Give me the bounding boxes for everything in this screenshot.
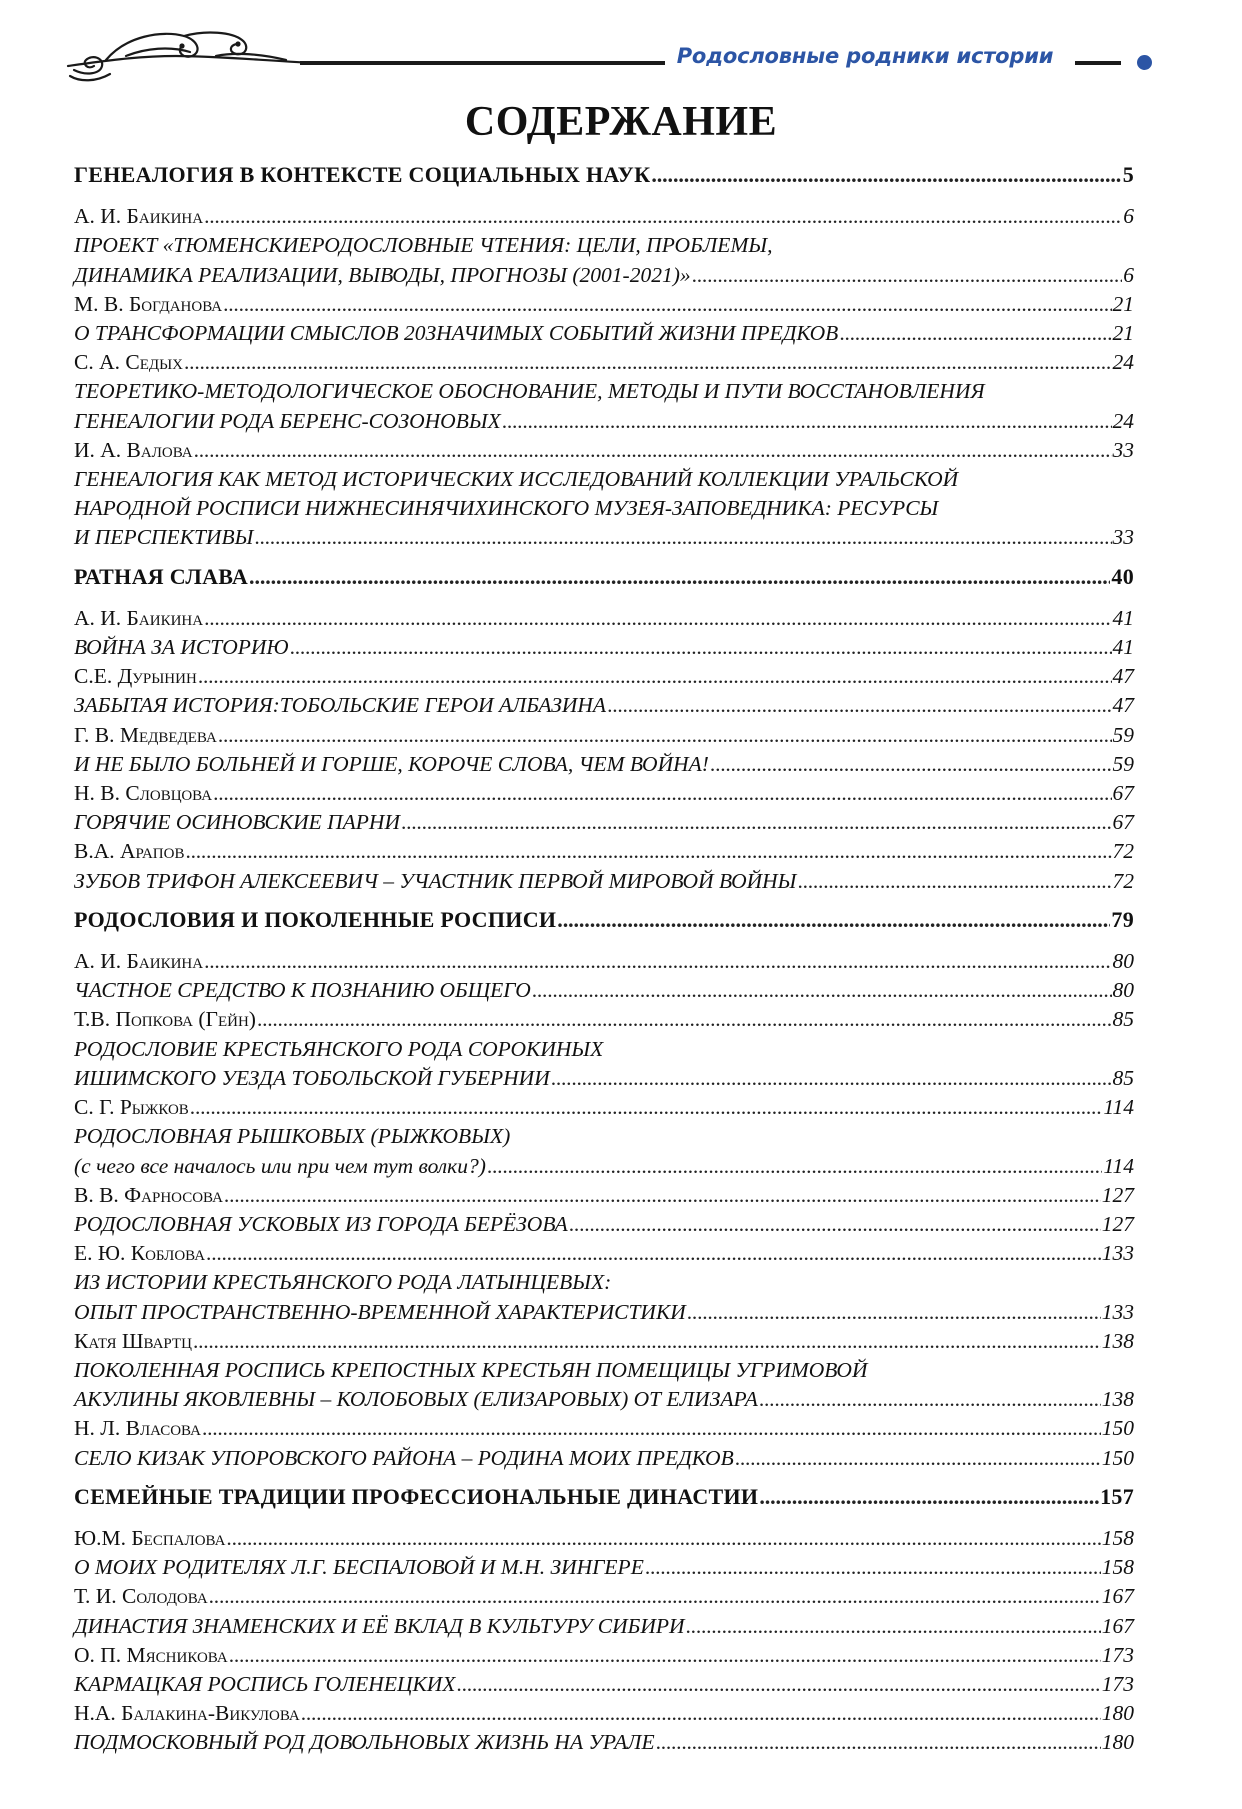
page-number: 80 <box>1112 978 1134 1003</box>
running-title: Родословные родники истории <box>676 44 1054 68</box>
toc-title-row <box>74 1612 1134 1641</box>
article-title: ИШИМСКОГО УЕЗДА ТОБОЛЬСКОЙ ГУБЕРНИИ <box>74 1065 550 1090</box>
article-title: ПОДМОСКОВНЫЙ РОД ДОВОЛЬНОВЫХ ЖИЗНЬ НА УРАЛЕ <box>74 1730 655 1755</box>
toc-author-row <box>74 721 1134 750</box>
page-number: 173 <box>1101 1671 1134 1696</box>
toc-entry-line: ПРОЕКТ «ТЮМЕНСКИЕРОДОСЛОВНЫЕ ЧТЕНИЯ: ЦЕЛИ, ПРОБЛЕМЫ, <box>74 233 773 258</box>
toc-title-row <box>74 1385 1134 1414</box>
author-name: В. В. Фарносова <box>74 1182 223 1207</box>
toc-author-row <box>74 1327 1134 1356</box>
section-heading <box>74 160 1134 189</box>
page-number: 41 <box>1112 635 1134 660</box>
dot-leader <box>194 436 1112 465</box>
dot-leader <box>184 348 1111 377</box>
toc-author-row <box>74 1181 1134 1210</box>
toc-author-row <box>74 1641 1134 1670</box>
article-title: И НЕ БЫЛО БОЛЬНЕЙ И ГОРШЕ, КОРОЧЕ СЛОВА, ЧЕМ ВОЙНА! <box>74 751 709 776</box>
toc-author-row <box>74 202 1134 231</box>
toc-title-row <box>74 1728 1134 1757</box>
toc-author-row <box>74 947 1134 976</box>
dot-leader <box>532 976 1112 1005</box>
dot-leader <box>502 407 1112 436</box>
toc-title-row <box>74 523 1134 552</box>
toc-title-row <box>74 808 1134 837</box>
dot-leader <box>193 1327 1101 1356</box>
page-title: СОДЕРЖАНИЕ <box>464 99 778 145</box>
toc-section <box>74 1482 1134 1758</box>
page-number: 21 <box>1112 321 1134 346</box>
toc-author-row <box>74 1524 1134 1553</box>
author-name: А. И. Баикина <box>74 605 204 630</box>
toc-author-row <box>74 1699 1134 1728</box>
toc-title-row <box>74 691 1134 720</box>
toc-entry-line: РОДОСЛОВИЕ КРЕСТЬЯНСКОГО РОДА СОРОКИНЫХ <box>74 1036 604 1061</box>
page-number: 167 <box>1101 1613 1134 1638</box>
article-title: РОДОСЛОВНАЯ УСКОВЫХ ИЗ ГОРОДА БЕРЁЗОВА <box>74 1211 568 1236</box>
dot-leader <box>204 604 1111 633</box>
toc-entry-line: ГЕНЕАЛОГИЯ КАК МЕТОД ИСТОРИЧЕСКИХ ИССЛЕДОВАНИЙ КОЛЛЕКЦИИ УРАЛЬСКОЙ <box>74 467 959 492</box>
dot-leader <box>301 1699 1101 1728</box>
dot-leader <box>401 808 1112 837</box>
dot-leader <box>692 261 1123 290</box>
toc-title-row <box>74 407 1134 436</box>
dot-leader <box>797 867 1111 896</box>
toc-section <box>74 905 1134 1473</box>
dot-leader <box>249 562 1110 591</box>
dot-leader <box>735 1444 1101 1473</box>
page-number: 114 <box>1103 1153 1134 1178</box>
dot-leader <box>226 1524 1100 1553</box>
page-number: 41 <box>1112 605 1134 630</box>
dot-leader <box>710 750 1112 779</box>
page-number: 138 <box>1101 1387 1134 1412</box>
article-title: ДИНАСТИЯ ЗНАМЕНСКИХ И ЕЁ ВКЛАД В КУЛЬТУРУ СИБИРИ <box>74 1613 685 1638</box>
page-number: 33 <box>1112 437 1134 462</box>
article-title: ЗАБЫТАЯ ИСТОРИЯ:ТОБОЛЬСКИЕ ГЕРОИ АЛБАЗИНА <box>74 693 607 718</box>
article-title: ЧАСТНОЕ СРЕДСТВО К ПОЗНАНИЮ ОБЩЕГО <box>74 978 531 1003</box>
dot-leader <box>839 319 1111 348</box>
page-number: 85 <box>1112 1065 1134 1090</box>
toc-section <box>74 160 1134 553</box>
page-number: 67 <box>1112 781 1134 806</box>
dot-leader <box>190 1093 1103 1122</box>
dot-leader <box>204 202 1122 231</box>
dot-leader <box>202 1414 1101 1443</box>
page-number: 40 <box>1111 563 1134 589</box>
page-number: 114 <box>1103 1095 1134 1120</box>
toc-title-row <box>74 1444 1134 1473</box>
page-number: 72 <box>1112 868 1134 893</box>
dot-leader <box>487 1152 1102 1181</box>
page-number: 21 <box>1112 291 1134 316</box>
section-heading <box>74 562 1134 591</box>
author-name: И. А. Валова <box>74 437 193 462</box>
toc-title-row <box>74 1210 1134 1239</box>
dot-leader <box>759 1385 1101 1414</box>
toc-author-row <box>74 1093 1134 1122</box>
toc-entry-line: ТЕОРЕТИКО-МЕТОДОЛОГИЧЕСКОЕ ОБОСНОВАНИЕ, МЕТОДЫ И ПУТИ ВОССТАНОВЛЕНИЯ <box>74 379 985 404</box>
page-number: 157 <box>1100 1483 1134 1509</box>
section-heading-label: РАТНАЯ СЛАВА <box>74 563 249 589</box>
dot-leader <box>213 779 1111 808</box>
dot-leader <box>218 721 1112 750</box>
page-number: 6 <box>1123 204 1134 229</box>
page-number: 180 <box>1101 1701 1134 1726</box>
article-title: ВОЙНА ЗА ИСТОРИЮ <box>74 635 289 660</box>
article-title: (с чего все началось или при чем тут волки?) <box>74 1153 486 1178</box>
dot-leader <box>206 1239 1101 1268</box>
article-title: О МОИХ РОДИТЕЛЯХ Л.Г. БЕСПАЛОВОЙ И М.Н. ЗИНГЕРЕ <box>74 1555 644 1580</box>
author-name: Е. Ю. Коблова <box>74 1241 206 1266</box>
dot-leader <box>651 160 1121 189</box>
section-heading-label: РОДОСЛОВИЯ И ПОКОЛЕННЫЕ РОСПИСИ <box>74 906 557 932</box>
article-title: О ТРАНСФОРМАЦИИ СМЫСЛОВ 20ЗНАЧИМЫХ СОБЫТИЙ ЖИЗНИ ПРЕДКОВ <box>74 321 839 346</box>
toc-author-row <box>74 1414 1134 1443</box>
section-heading-label: ГЕНЕАЛОГИЯ В КОНТЕКСТЕ СОЦИАЛЬНЫХ НАУК <box>74 162 651 187</box>
article-title: ДИНАМИКА РЕАЛИЗАЦИИ, ВЫВОДЫ, ПРОГНОЗЫ (2001-2021)» <box>74 262 691 287</box>
dot-leader <box>687 1298 1101 1327</box>
article-title: ГЕНЕАЛОГИИ РОДА БЕРЕНС-СОЗОНОВЫХ <box>74 408 501 433</box>
page-number: 59 <box>1112 751 1134 776</box>
author-name: Г. В. Медведева <box>74 722 217 747</box>
toc-author-row <box>74 662 1134 691</box>
toc-title-row <box>74 1298 1134 1327</box>
article-title: СЕЛО КИЗАК УПОРОВСКОГО РАЙОНА – РОДИНА МОИХ ПРЕДКОВ <box>74 1445 734 1470</box>
page-number: 138 <box>1101 1328 1134 1353</box>
page-number: 150 <box>1101 1416 1134 1441</box>
dot-leader <box>229 1641 1101 1670</box>
toc-title-row <box>74 319 1134 348</box>
toc-author-row <box>74 837 1134 866</box>
page-number: 127 <box>1101 1182 1134 1207</box>
toc-author-row <box>74 1582 1134 1611</box>
author-name: Катя Швартц <box>74 1328 192 1353</box>
page-number: 24 <box>1112 350 1134 375</box>
toc-entry-line: ПОКОЛЕННАЯ РОСПИСЬ КРЕПОСТНЫХ КРЕСТЬЯН ПОМЕЩИЦЫ УГРИМОВОЙ <box>74 1357 868 1382</box>
toc-title-row <box>74 976 1134 1005</box>
dot-leader <box>607 691 1111 720</box>
dot-leader <box>569 1210 1101 1239</box>
page-number: 67 <box>1112 810 1134 835</box>
page-number: 72 <box>1112 839 1134 864</box>
author-name: М. В. Богданова <box>74 291 223 316</box>
dot-leader <box>686 1612 1101 1641</box>
dot-leader <box>759 1482 1099 1511</box>
article-title: ЗУБОВ ТРИФОН АЛЕКСЕЕВИЧ – УЧАСТНИК ПЕРВОЙ МИРОВОЙ ВОЙНЫ <box>74 868 797 893</box>
article-title: АКУЛИНЫ ЯКОВЛЕВНЫ – КОЛОБОВЫХ (ЕЛИЗАРОВЫХ) ОТ ЕЛИЗАРА <box>74 1387 758 1412</box>
toc-entry-line: ИЗ ИСТОРИИ КРЕСТЬЯНСКОГО РОДА ЛАТЫНЦЕВЫХ: <box>74 1270 612 1295</box>
page-number: 5 <box>1122 162 1134 187</box>
page-number: 173 <box>1101 1642 1134 1667</box>
table-of-contents <box>74 160 1134 1767</box>
header-rule <box>300 61 665 65</box>
dot-leader <box>204 947 1111 976</box>
dot-leader <box>254 523 1111 552</box>
toc-title-row <box>74 1152 1134 1181</box>
author-name: А. И. Баикина <box>74 949 204 974</box>
dot-leader <box>198 662 1112 691</box>
article-title: КАРМАЦКАЯ РОСПИСЬ ГОЛЕНЕЦКИХ <box>74 1671 456 1696</box>
dot-leader <box>557 905 1110 934</box>
scroll-flourish-icon <box>66 26 316 84</box>
toc-title-row <box>74 1670 1134 1699</box>
author-name: Н. В. Словцова <box>74 781 213 806</box>
author-name: О. П. Мясникова <box>74 1642 228 1667</box>
page-number: 79 <box>1111 906 1134 932</box>
toc-author-row <box>74 779 1134 808</box>
author-name: С.Е. Дурынин <box>74 664 197 689</box>
page-number: 85 <box>1112 1007 1134 1032</box>
page-number: 59 <box>1112 722 1134 747</box>
toc-entry-line: РОДОСЛОВНАЯ РЫШКОВЫХ (РЫЖКОВЫХ) <box>74 1124 511 1149</box>
dot-leader <box>456 1670 1100 1699</box>
page-number: 167 <box>1101 1584 1134 1609</box>
dot-leader <box>224 1181 1101 1210</box>
page-number: 6 <box>1123 262 1134 287</box>
toc-author-row <box>74 1239 1134 1268</box>
dot-leader <box>645 1553 1101 1582</box>
article-title: ОПЫТ ПРОСТРАНСТВЕННО-ВРЕМЕННОЙ ХАРАКТЕРИСТИКИ <box>74 1299 686 1324</box>
toc-author-row <box>74 1005 1134 1034</box>
page-number: 47 <box>1112 693 1134 718</box>
toc-title-row <box>74 867 1134 896</box>
page-number: 24 <box>1112 408 1134 433</box>
page-number: 180 <box>1101 1730 1134 1755</box>
toc-title-row <box>74 1553 1134 1582</box>
page-number: 133 <box>1101 1299 1134 1324</box>
article-title: И ПЕРСПЕКТИВЫ <box>74 525 254 550</box>
toc-author-row <box>74 436 1134 465</box>
page-number: 80 <box>1112 949 1134 974</box>
toc-author-row <box>74 604 1134 633</box>
author-name: Т. И. Солодова <box>74 1584 208 1609</box>
dot-leader <box>209 1582 1101 1611</box>
toc-author-row <box>74 348 1134 377</box>
page-number: 127 <box>1101 1211 1134 1236</box>
page-number: 133 <box>1101 1241 1134 1266</box>
running-header <box>0 0 1242 90</box>
author-name: Т.В. Попкова (Гейн) <box>74 1007 256 1032</box>
dot-leader <box>656 1728 1101 1757</box>
author-name: А. И. Баикина <box>74 204 204 229</box>
toc-section <box>74 562 1134 896</box>
page-number: 47 <box>1112 664 1134 689</box>
toc-author-row <box>74 290 1134 319</box>
page-number: 158 <box>1101 1555 1134 1580</box>
page-number: 150 <box>1101 1445 1134 1470</box>
author-name: Ю.М. Беспалова <box>74 1525 226 1550</box>
page-number: 158 <box>1101 1525 1134 1550</box>
section-heading <box>74 905 1134 934</box>
author-name: Н.А. Балакина-Викулова <box>74 1701 300 1726</box>
dot-leader <box>257 1005 1112 1034</box>
dot-leader <box>290 633 1112 662</box>
toc-title-row <box>74 1064 1134 1093</box>
toc-title-row <box>74 261 1134 290</box>
header-dash <box>1075 61 1121 65</box>
author-name: Н. Л. Власова <box>74 1416 201 1441</box>
author-name: С. Г. Рыжков <box>74 1095 189 1120</box>
section-heading <box>74 1482 1134 1511</box>
dot-leader <box>185 837 1111 866</box>
article-title: ГОРЯЧИЕ ОСИНОВСКИЕ ПАРНИ <box>74 810 400 835</box>
dot-leader <box>223 290 1111 319</box>
toc-title-row <box>74 633 1134 662</box>
section-heading-label: СЕМЕЙНЫЕ ТРАДИЦИИ ПРОФЕССИОНАЛЬНЫЕ ДИНАСТИИ <box>74 1483 759 1509</box>
page-number: 33 <box>1112 525 1134 550</box>
toc-entry-line: НАРОДНОЙ РОСПИСИ НИЖНЕСИНЯЧИХИНСКОГО МУЗЕЯ-ЗАПОВЕДНИКА: РЕСУРСЫ <box>74 496 939 521</box>
toc-title-row <box>74 750 1134 779</box>
header-dot-icon <box>1137 55 1152 70</box>
dot-leader <box>551 1064 1112 1093</box>
author-name: В.А. Арапов <box>74 839 185 864</box>
author-name: С. А. Седых <box>74 350 184 375</box>
